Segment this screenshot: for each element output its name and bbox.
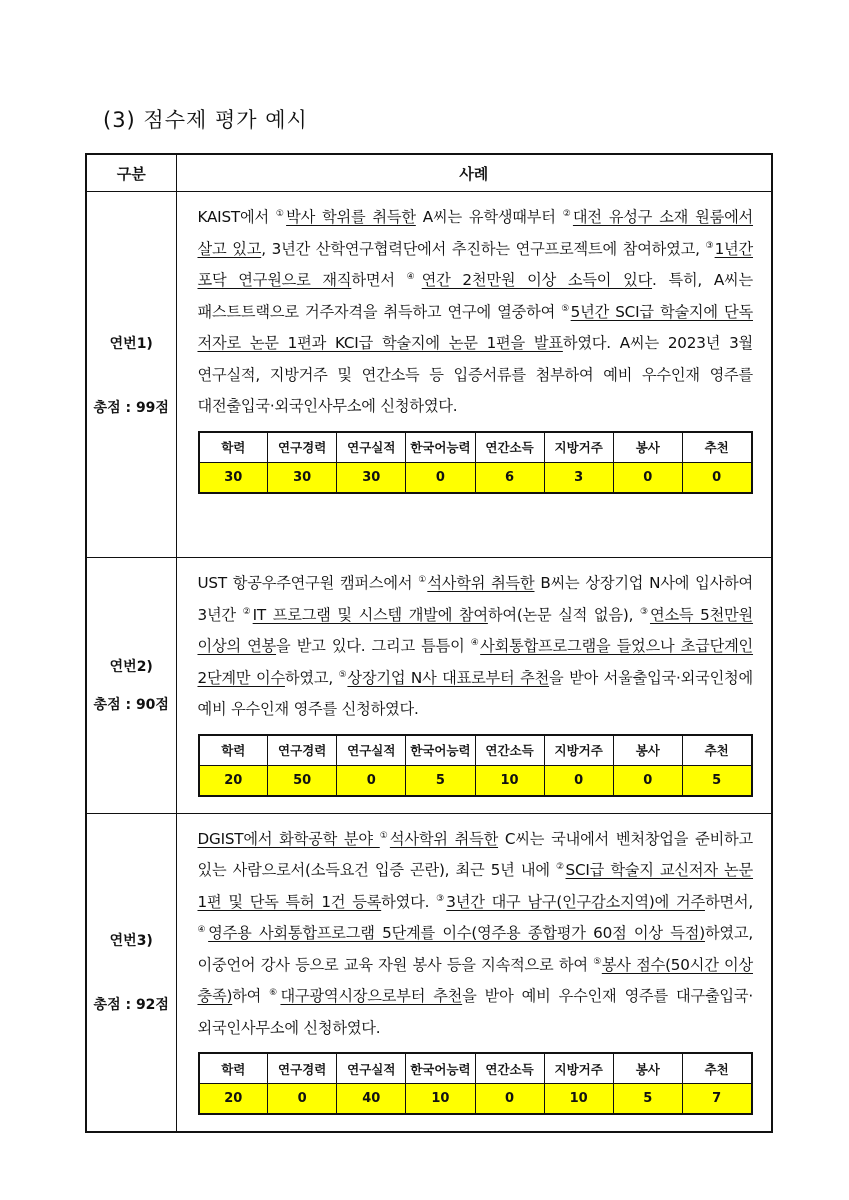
score-column-header: 연구경력 bbox=[268, 432, 337, 463]
score-value-cell: 50 bbox=[268, 765, 337, 796]
score-value-cell: 0 bbox=[337, 765, 406, 796]
score-value-cell: 20 bbox=[199, 765, 268, 796]
underlined-text: SCI급 학술지 교신저자 논문 1편 및 단독 특허 1건 등록 bbox=[197, 861, 754, 911]
row-label bbox=[86, 558, 176, 814]
score-value-cell: 0 bbox=[613, 462, 682, 493]
score-header-row bbox=[199, 432, 752, 463]
score-value-row bbox=[199, 765, 752, 796]
score-column-header: 추천 bbox=[682, 1053, 751, 1084]
underlined-text: 연소득 5천만원 이상의 연봉 bbox=[197, 605, 754, 655]
score-column-header: 한국어능력 bbox=[406, 1053, 475, 1084]
underlined-text: 연간 2천만원 이상 소득이 있다 bbox=[421, 271, 653, 289]
score-value-cell: 40 bbox=[337, 1084, 406, 1115]
circled-number-marker: ① bbox=[379, 830, 390, 841]
score-value-row bbox=[199, 462, 752, 493]
circled-number-marker: ③ bbox=[639, 606, 650, 617]
underlined-text: 사회통합프로그램을 들었으나 초급단계인 2단계만 이수 bbox=[197, 637, 754, 687]
score-table bbox=[198, 734, 753, 797]
table-row bbox=[86, 192, 772, 558]
score-column-header: 추천 bbox=[682, 735, 751, 766]
score-column-header: 한국어능력 bbox=[406, 432, 475, 463]
score-value-cell: 30 bbox=[337, 462, 406, 493]
table-row bbox=[86, 813, 772, 1132]
circled-number-marker: ③ bbox=[705, 240, 715, 251]
score-value-cell: 10 bbox=[475, 765, 544, 796]
score-value-cell: 30 bbox=[268, 462, 337, 493]
table-header-row bbox=[86, 154, 772, 192]
section-title: (3) 점수제 평가 예시 bbox=[103, 108, 308, 132]
row-id: 연번3) bbox=[109, 933, 153, 950]
row-label bbox=[86, 813, 176, 1132]
circled-number-marker: ③ bbox=[436, 893, 447, 904]
row-total: 총점 : 92점 bbox=[93, 997, 169, 1014]
row-total: 총점 : 99점 bbox=[93, 399, 169, 416]
underlined-text: IT 프로그램 및 시스템 개발에 참여 bbox=[252, 605, 488, 624]
underlined-text: 석사학위 취득한 bbox=[389, 829, 499, 848]
text-segment: 하였고, 이중언어 강사 등으로 교육 자원 봉사 등을 지속적으로 하여 bbox=[197, 924, 753, 974]
score-table bbox=[198, 431, 753, 494]
score-value-cell: 5 bbox=[613, 1084, 682, 1115]
score-value-cell: 6 bbox=[475, 462, 544, 493]
underlined-text: DGIST에서 화학공학 분야 bbox=[197, 829, 380, 848]
evaluation-table bbox=[85, 153, 773, 1133]
score-column-header: 지방거주 bbox=[544, 735, 613, 766]
score-value-cell: 10 bbox=[406, 1084, 475, 1115]
circled-number-marker: ⑥ bbox=[269, 988, 281, 998]
text-segment: 을 받아 서울출입국·외국인청에 예비 우수인재 영주를 신청하였다. bbox=[197, 668, 753, 718]
circled-number-marker: ① bbox=[418, 575, 428, 585]
underlined-text: 3년간 대구 남구(인구감소지역)에 거주 bbox=[446, 892, 705, 911]
score-column-header: 한국어능력 bbox=[406, 735, 475, 766]
underlined-text: 박사 학위를 취득한 bbox=[286, 208, 416, 226]
score-value-cell: 0 bbox=[682, 462, 751, 493]
circled-number-marker: ⑤ bbox=[593, 956, 602, 967]
underlined-text: 상장기업 N사 대표로부터 추천 bbox=[347, 668, 550, 687]
row-id: 연번2) bbox=[109, 659, 153, 676]
text-segment: KAIST에서 bbox=[197, 208, 276, 226]
circled-number-marker: ⑤ bbox=[561, 303, 571, 314]
circled-number-marker: ② bbox=[562, 209, 573, 219]
text-segment: C씨는 국내에서 벤처창업을 준비하고 있는 사람으로서(소득요건 입증 곤란), 최근 5년 내에 bbox=[197, 829, 754, 879]
text-segment: 을 받고 있다. 그리고 틈틈이 bbox=[276, 637, 471, 655]
score-table bbox=[198, 1052, 753, 1115]
score-value-cell: 0 bbox=[475, 1084, 544, 1115]
score-value-cell: 7 bbox=[682, 1084, 751, 1115]
circled-number-marker: ② bbox=[556, 862, 566, 872]
text-segment: , 3년간 산학연구협력단에서 추진하는 연구프로젝트에 참여하였고, bbox=[261, 239, 706, 258]
score-value-cell: 0 bbox=[406, 462, 475, 493]
score-column-header: 지방거주 bbox=[544, 432, 613, 463]
score-value-cell: 5 bbox=[406, 765, 475, 796]
score-value-cell: 0 bbox=[613, 765, 682, 796]
score-column-header: 학력 bbox=[199, 432, 268, 463]
score-column-header: 봉사 bbox=[613, 432, 682, 463]
score-header-row bbox=[199, 735, 752, 766]
case-paragraph bbox=[198, 202, 754, 423]
score-header-row bbox=[199, 1053, 752, 1084]
circled-number-marker: ④ bbox=[197, 925, 209, 935]
score-column-header: 연구실적 bbox=[337, 432, 406, 463]
score-column-header: 연간소득 bbox=[475, 1053, 544, 1084]
score-value-cell: 0 bbox=[268, 1084, 337, 1115]
score-value-cell: 3 bbox=[544, 462, 613, 493]
underlined-text: 1년간 포닥 연구원으로 재직 bbox=[197, 239, 753, 289]
underlined-text: 5년간 SCI급 학술지에 단독 저자로 논문 1편과 KCI급 학술지에 논문 1편을 발표 bbox=[197, 302, 753, 352]
score-value-cell: 5 bbox=[682, 765, 751, 796]
text-segment: 하였다. A씨는 2023년 3월 연구실적, 지방거주 및 연간소득 등 입증서류를 첨부하여 예비 우수인재 영주를 대전출입국·외국인사무소에 신청하였다. bbox=[197, 334, 754, 415]
row-label bbox=[86, 192, 176, 558]
text-segment: . 특히, A씨는 패스트트랙으로 거주자격을 취득하고 연구에 열중하여 bbox=[197, 271, 754, 321]
case-cell bbox=[176, 558, 772, 814]
score-value-row bbox=[199, 1084, 752, 1115]
circled-number-marker: ① bbox=[275, 209, 287, 219]
circled-number-marker: ⑤ bbox=[338, 669, 348, 680]
score-column-header: 연간소득 bbox=[475, 432, 544, 463]
score-column-header: 연구경력 bbox=[268, 735, 337, 766]
case-paragraph bbox=[198, 568, 754, 726]
circled-number-marker: ④ bbox=[470, 638, 481, 648]
text-segment: 을 받아 예비 우수인재 영주를 대구출입국·외국인사무소에 신청하였다. bbox=[197, 987, 754, 1037]
underlined-text: 봉사 점수(50시간 이상 충족) bbox=[197, 955, 753, 1005]
text-segment: B씨는 상장기업 N사에 입사하여 3년간 bbox=[197, 574, 753, 624]
text-segment: UST 항공우주연구원 캠퍼스에서 bbox=[197, 574, 419, 592]
text-segment: A씨는 유학생때부터 bbox=[415, 208, 563, 226]
circled-number-marker: ④ bbox=[406, 272, 422, 282]
score-column-header: 봉사 bbox=[613, 735, 682, 766]
score-column-header: 연구실적 bbox=[337, 1053, 406, 1084]
case-cell bbox=[176, 813, 772, 1132]
score-column-header: 연구경력 bbox=[268, 1053, 337, 1084]
header-case: 사례 bbox=[176, 154, 772, 192]
underlined-text: 대구광역시장으로부터 추천 bbox=[280, 987, 463, 1005]
circled-number-marker: ② bbox=[242, 606, 253, 617]
score-column-header: 학력 bbox=[199, 1053, 268, 1084]
text-segment: 하여(논문 실적 없음), bbox=[487, 605, 640, 624]
text-segment: 하였다. bbox=[381, 892, 437, 911]
underlined-text: 대전 유성구 소재 원룸에서 살고 있고 bbox=[197, 208, 754, 258]
score-column-header: 지방거주 bbox=[544, 1053, 613, 1084]
text-segment: 하였고, bbox=[284, 668, 339, 687]
score-value-cell: 10 bbox=[544, 1084, 613, 1115]
score-column-header: 연간소득 bbox=[475, 735, 544, 766]
score-value-cell: 20 bbox=[199, 1084, 268, 1115]
case-paragraph bbox=[198, 824, 754, 1045]
text-segment: 하면서 bbox=[351, 271, 407, 289]
score-value-cell: 0 bbox=[544, 765, 613, 796]
score-column-header: 추천 bbox=[682, 432, 751, 463]
score-column-header: 봉사 bbox=[613, 1053, 682, 1084]
row-id: 연번1) bbox=[109, 335, 153, 352]
score-column-header: 연구실적 bbox=[337, 735, 406, 766]
table-row bbox=[86, 558, 772, 814]
text-segment: 하면서, bbox=[704, 892, 753, 911]
case-cell bbox=[176, 192, 772, 558]
text-segment: 하여 bbox=[232, 987, 270, 1005]
header-category: 구분 bbox=[86, 154, 176, 192]
underlined-text: 영주용 사회통합프로그램 5단계를 이수(영주용 종합평가 60점 이상 득점) bbox=[208, 924, 705, 942]
underlined-text: 석사학위 취득한 bbox=[427, 574, 535, 592]
row-total: 총점 : 90점 bbox=[93, 697, 169, 714]
score-value-cell: 30 bbox=[199, 462, 268, 493]
score-column-header: 학력 bbox=[199, 735, 268, 766]
